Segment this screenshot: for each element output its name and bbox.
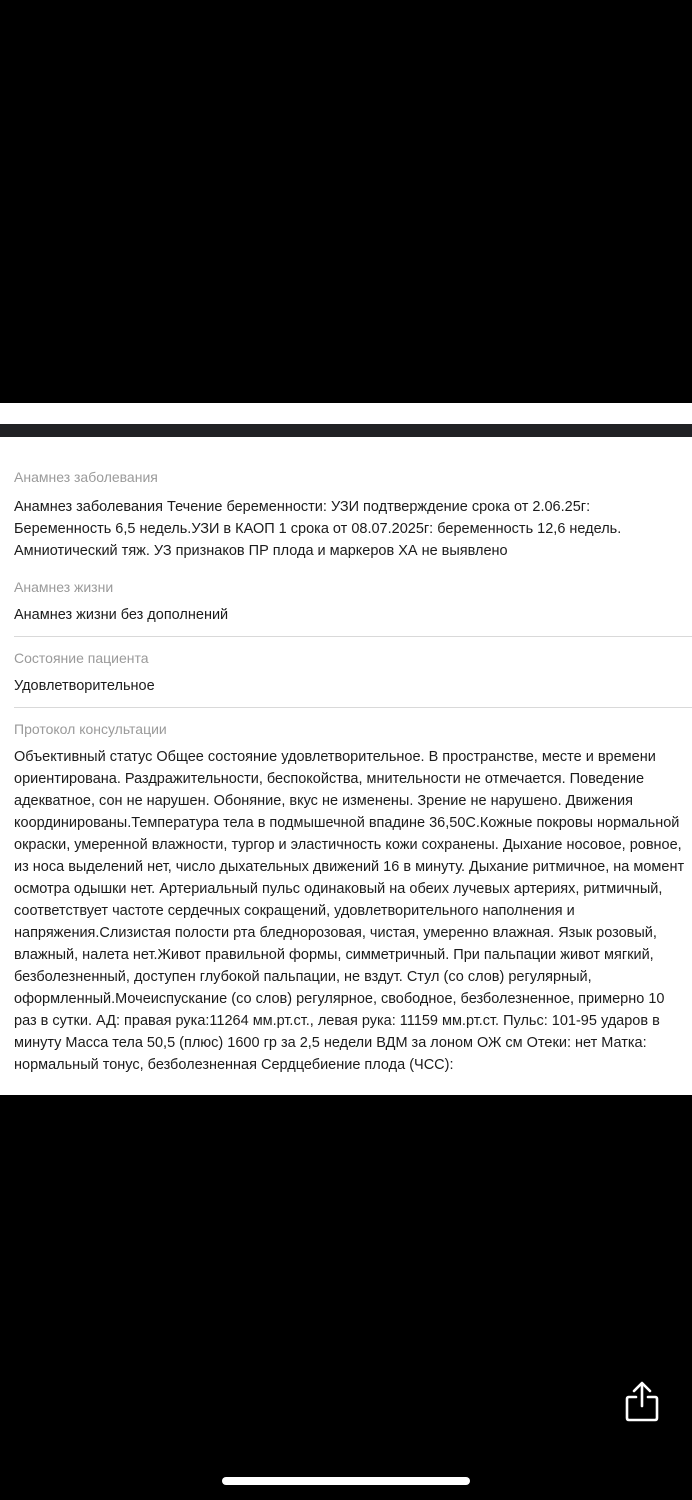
section-label-life-anamnesis: Анамнез жизни — [14, 579, 114, 595]
section-life-anamnesis — [14, 568, 692, 632]
home-indicator[interactable] — [222, 1477, 470, 1485]
section-text-life-anamnesis: Анамнез жизни без дополнений — [14, 607, 229, 623]
section-text-patient-condition: Удовлетворительное — [14, 678, 155, 694]
section-label-consultation-protocol: Протокол консультации — [14, 721, 167, 737]
section-consultation-protocol — [14, 714, 692, 1082]
top-letterbox — [0, 0, 692, 403]
section-patient-condition — [14, 643, 692, 703]
section-label-disease-anamnesis: Анамнез заболевания — [14, 469, 158, 485]
divider — [14, 636, 692, 637]
section-disease-anamnesis — [14, 466, 692, 568]
document-screenshot — [0, 403, 692, 1095]
section-text-disease-anamnesis: Анамнез заболевания Течение беременности: УЗИ подтверждение срока от 2.06.25г: Беременность 6,5 недель.УЗИ в КАОП 1 срока от 08.07.2025г: беременность 12,6 недель. Амниотический тяж. УЗ признаков ПР плода и маркеров ХА не выявлено — [14, 499, 622, 559]
bottom-letterbox — [0, 1095, 692, 1500]
record-content — [14, 466, 692, 1082]
share-button[interactable] — [622, 1380, 662, 1424]
section-label-patient-condition: Состояние пациента — [14, 650, 149, 666]
share-icon — [622, 1380, 662, 1424]
header-bar — [0, 424, 692, 437]
section-text-consultation-protocol: Объективный статус Общее состояние удовлетворительное. В пространстве, месте и времени ориентирована. Раздражительности, беспокойства, мнительности не отмечается. Поведение адекватное, сон не нарушен. Обоняние, вкус не изменены. Зрение не нарушено. Движения координированы.Температура тела в подмышечной впадине 36,50С.Кожные покровы нормальной окраски, умеренной влажности, тургор и эластичность кожи сохранены. Дыхание носовое, ровное, из носа выделений нет, число дыхательных движений 16 в минуту. Дыхание ритмичное, на момент осмотра одышки нет. Артериальный пульс одинаковый на обеих лучевых артериях, ритмичный, соответствует частоте сердечных сокращений, удовлетворительного наполнения и напряжения.Слизистая полости рта бледнорозовая, чистая, умеренно влажная. Язык розовый, влажный, налета нет.Живот правильной формы, симметричный. При пальпации живот мягкий, безболезненный, доступен глубокой пальпации, не вздут. Стул (со слов) регулярный, оформленный.Мочеиспускание (со слов) регулярное, свободное, безболезненное, примерно 10 раз в сутки. АД: правая рука:11264 мм.рт.ст., левая рука: 11159 мм.рт.ст. Пульс: 101-95 ударов в минуту Масса тела 50,5 (плюс) 1600 гр за 2,5 недели ВДМ за лоном ОЖ см Отеки: нет Матка: нормальный тонус, безболезненная Сердцебиение плода (ЧСС): — [14, 749, 685, 1073]
divider — [14, 707, 692, 708]
